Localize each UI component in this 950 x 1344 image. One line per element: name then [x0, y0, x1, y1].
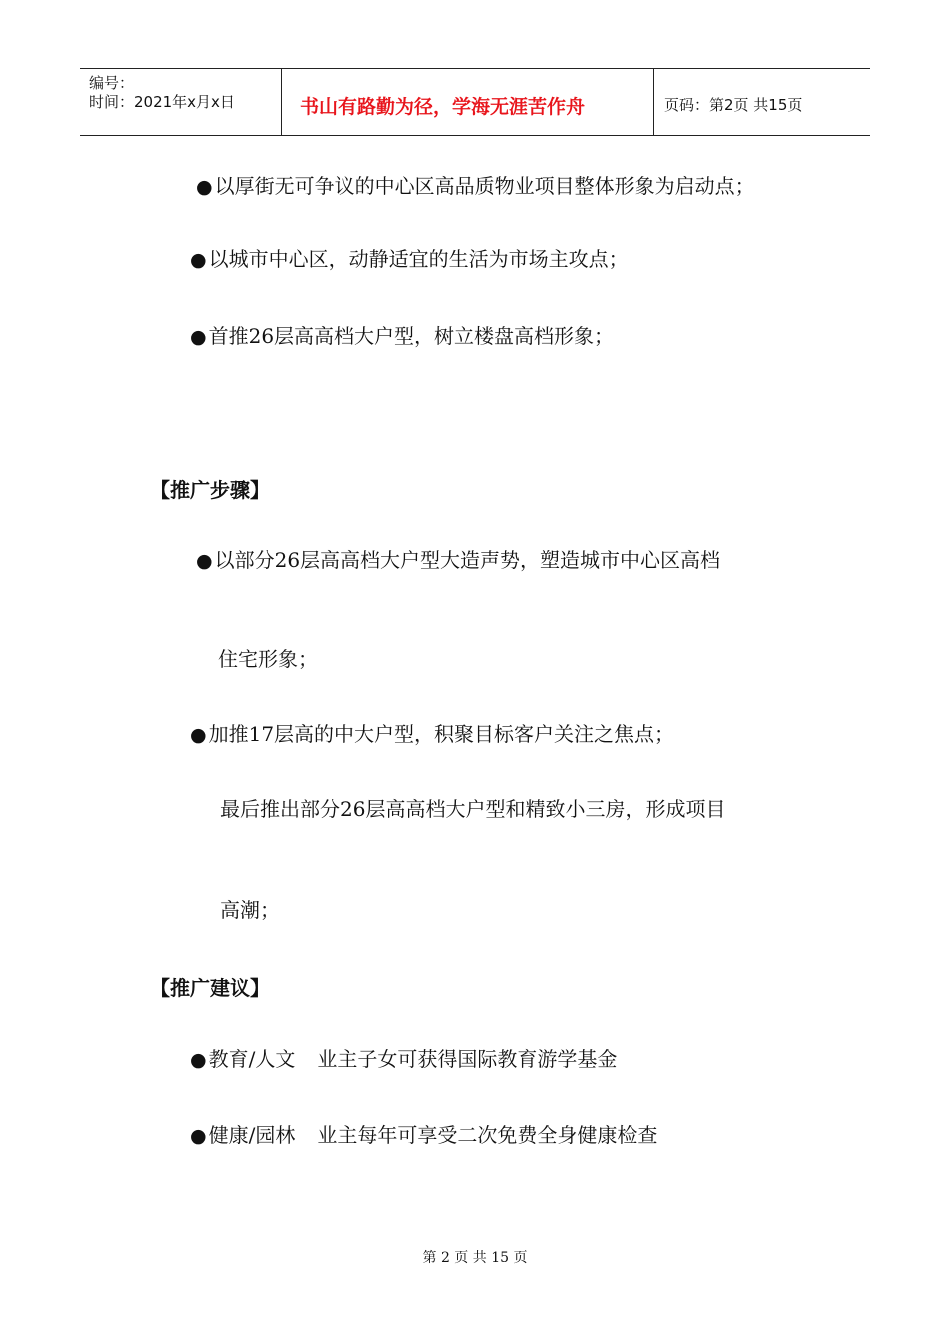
- step-item-1: [196, 548, 720, 573]
- step-item-text: 加推17层高的中大户型，积聚目标客户关注之焦点；: [208, 722, 675, 746]
- step-item-text: 以部分26层高高档大户型大造声势，塑造城市中心区高档: [214, 548, 721, 572]
- intro-item-2: [190, 247, 629, 272]
- bullet-icon: ●: [190, 249, 207, 271]
- suggestion-category: 教育/人文: [208, 1047, 296, 1071]
- intro-item-3: [190, 324, 614, 349]
- bullet-icon: ●: [190, 1049, 207, 1071]
- intro-item-1: [196, 174, 755, 199]
- intro-item-text: 以厚街无可争议的中心区高品质物业项目整体形象为启动点；: [214, 174, 755, 198]
- bullet-icon: ●: [196, 550, 213, 572]
- step-item-3-continuation: 高潮；: [220, 898, 280, 922]
- bullet-icon: ●: [190, 724, 207, 746]
- step-item-3: 最后推出部分26层高高档大户型和精致小三房，形成项目: [220, 797, 726, 821]
- header-page-cell: [654, 69, 870, 135]
- step-item-1-continuation: 住宅形象；: [218, 647, 318, 671]
- header-motto-cell: [282, 69, 654, 135]
- suggestion-item-1: [190, 1047, 617, 1072]
- suggestion-category: 健康/园林: [208, 1123, 296, 1147]
- number-label: 编号：: [89, 74, 135, 92]
- intro-item-text: 以城市中心区，动静适宜的生活为市场主攻点；: [208, 247, 629, 271]
- suggestions-heading: 【推广建议】: [150, 976, 270, 1000]
- intro-item-text: 首推26层高高档大户型，树立楼盘高档形象；: [208, 324, 615, 348]
- header-motto: 书山有路勤为径，学海无涯苦作舟: [300, 96, 586, 118]
- document-header: [80, 68, 870, 136]
- steps-heading: 【推广步骤】: [150, 478, 270, 502]
- suggestion-item-2: [190, 1123, 657, 1148]
- page-footer: 第 2 页 共 15 页: [422, 1250, 528, 1266]
- header-page-code: 页码：第2页 共15页: [664, 96, 803, 114]
- bullet-icon: ●: [196, 176, 213, 198]
- time-label: 时间：2021年x月x日: [89, 93, 235, 111]
- bullet-icon: ●: [190, 1125, 207, 1147]
- suggestion-text: 业主每年可享受二次免费全身健康检查: [317, 1123, 658, 1147]
- suggestion-text: 业主子女可获得国际教育游学基金: [317, 1047, 618, 1071]
- header-meta-cell: [80, 69, 282, 135]
- step-item-2: [190, 722, 674, 747]
- bullet-icon: ●: [190, 326, 207, 348]
